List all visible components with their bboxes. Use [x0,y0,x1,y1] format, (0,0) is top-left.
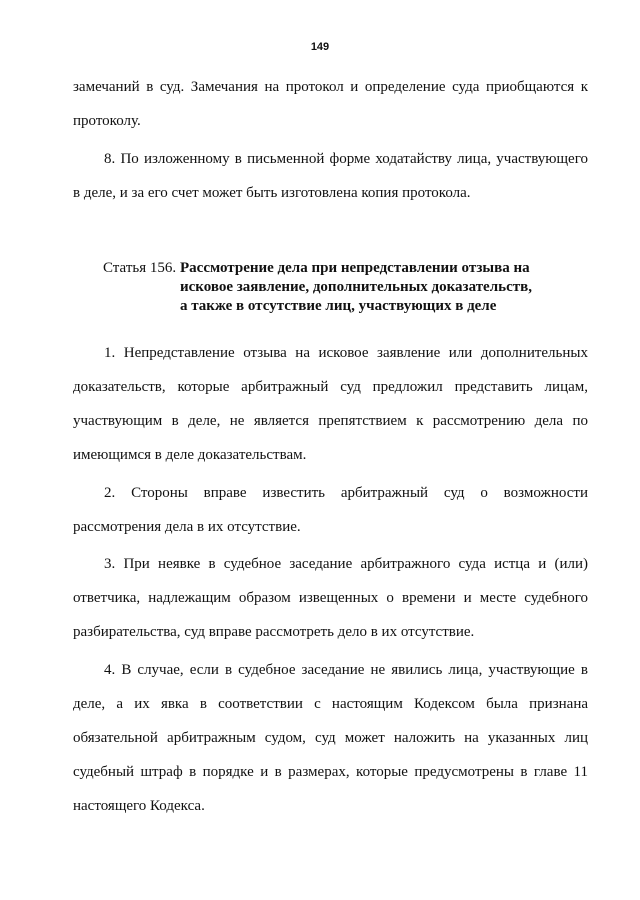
paragraph-line: ответчика, надлежащим образом извещенных о времени и месте судебного [73,590,588,606]
article-title-line: исковое заявление, дополнительных доказательств, [180,279,532,295]
paragraph-line: 8. По изложенному в письменной форме ходатайству лица, участвующего [104,151,588,167]
paragraph-line: замечаний в суд. Замечания на протокол и определение суда приобщаются к [73,79,588,95]
paragraph-line: участвующим в деле, не является препятствием к рассмотрению дела по [73,413,588,429]
paragraph-line: рассмотрения дела в их отсутствие. [73,519,301,535]
paragraph-line: 1. Непредставление отзыва на исковое заявление или дополнительных [104,345,588,361]
paragraph-line: разбирательства, суд вправе рассмотреть дело в их отсутствие. [73,624,475,640]
paragraph-line: 2. Стороны вправе известить арбитражный суд о возможности [104,485,588,501]
paragraph-line: судебный штраф в порядке и в размерах, которые предусмотрены в главе 11 [73,764,588,780]
article-title-line: а также в отсутствие лиц, участвующих в деле [180,298,497,314]
article-label: Статья 156. [103,260,177,276]
paragraph-line: обязательной арбитражным судом, суд может наложить на указанных лиц [73,730,588,746]
page-number: 149 [310,41,330,53]
paragraph-line: протоколу. [73,113,141,129]
paragraph-line: настоящего Кодекса. [73,798,205,814]
paragraph-line: деле, а их явка в соответствии с настоящим Кодексом была признана [73,696,588,712]
paragraph-line: 4. В случае, если в судебное заседание не явились лица, участвующие в [104,662,588,678]
paragraph-line: в деле, и за его счет может быть изготовлена копия протокола. [73,185,471,201]
article-title-line: Рассмотрение дела при непредставлении отзыва на [180,260,530,276]
paragraph-line: 3. При неявке в судебное заседание арбитражного суда истца и (или) [104,556,588,572]
paragraph-line: имеющимся в деле доказательствам. [73,447,307,463]
paragraph-line: доказательств, которые арбитражный суд предложил представить лицам, [73,379,588,395]
